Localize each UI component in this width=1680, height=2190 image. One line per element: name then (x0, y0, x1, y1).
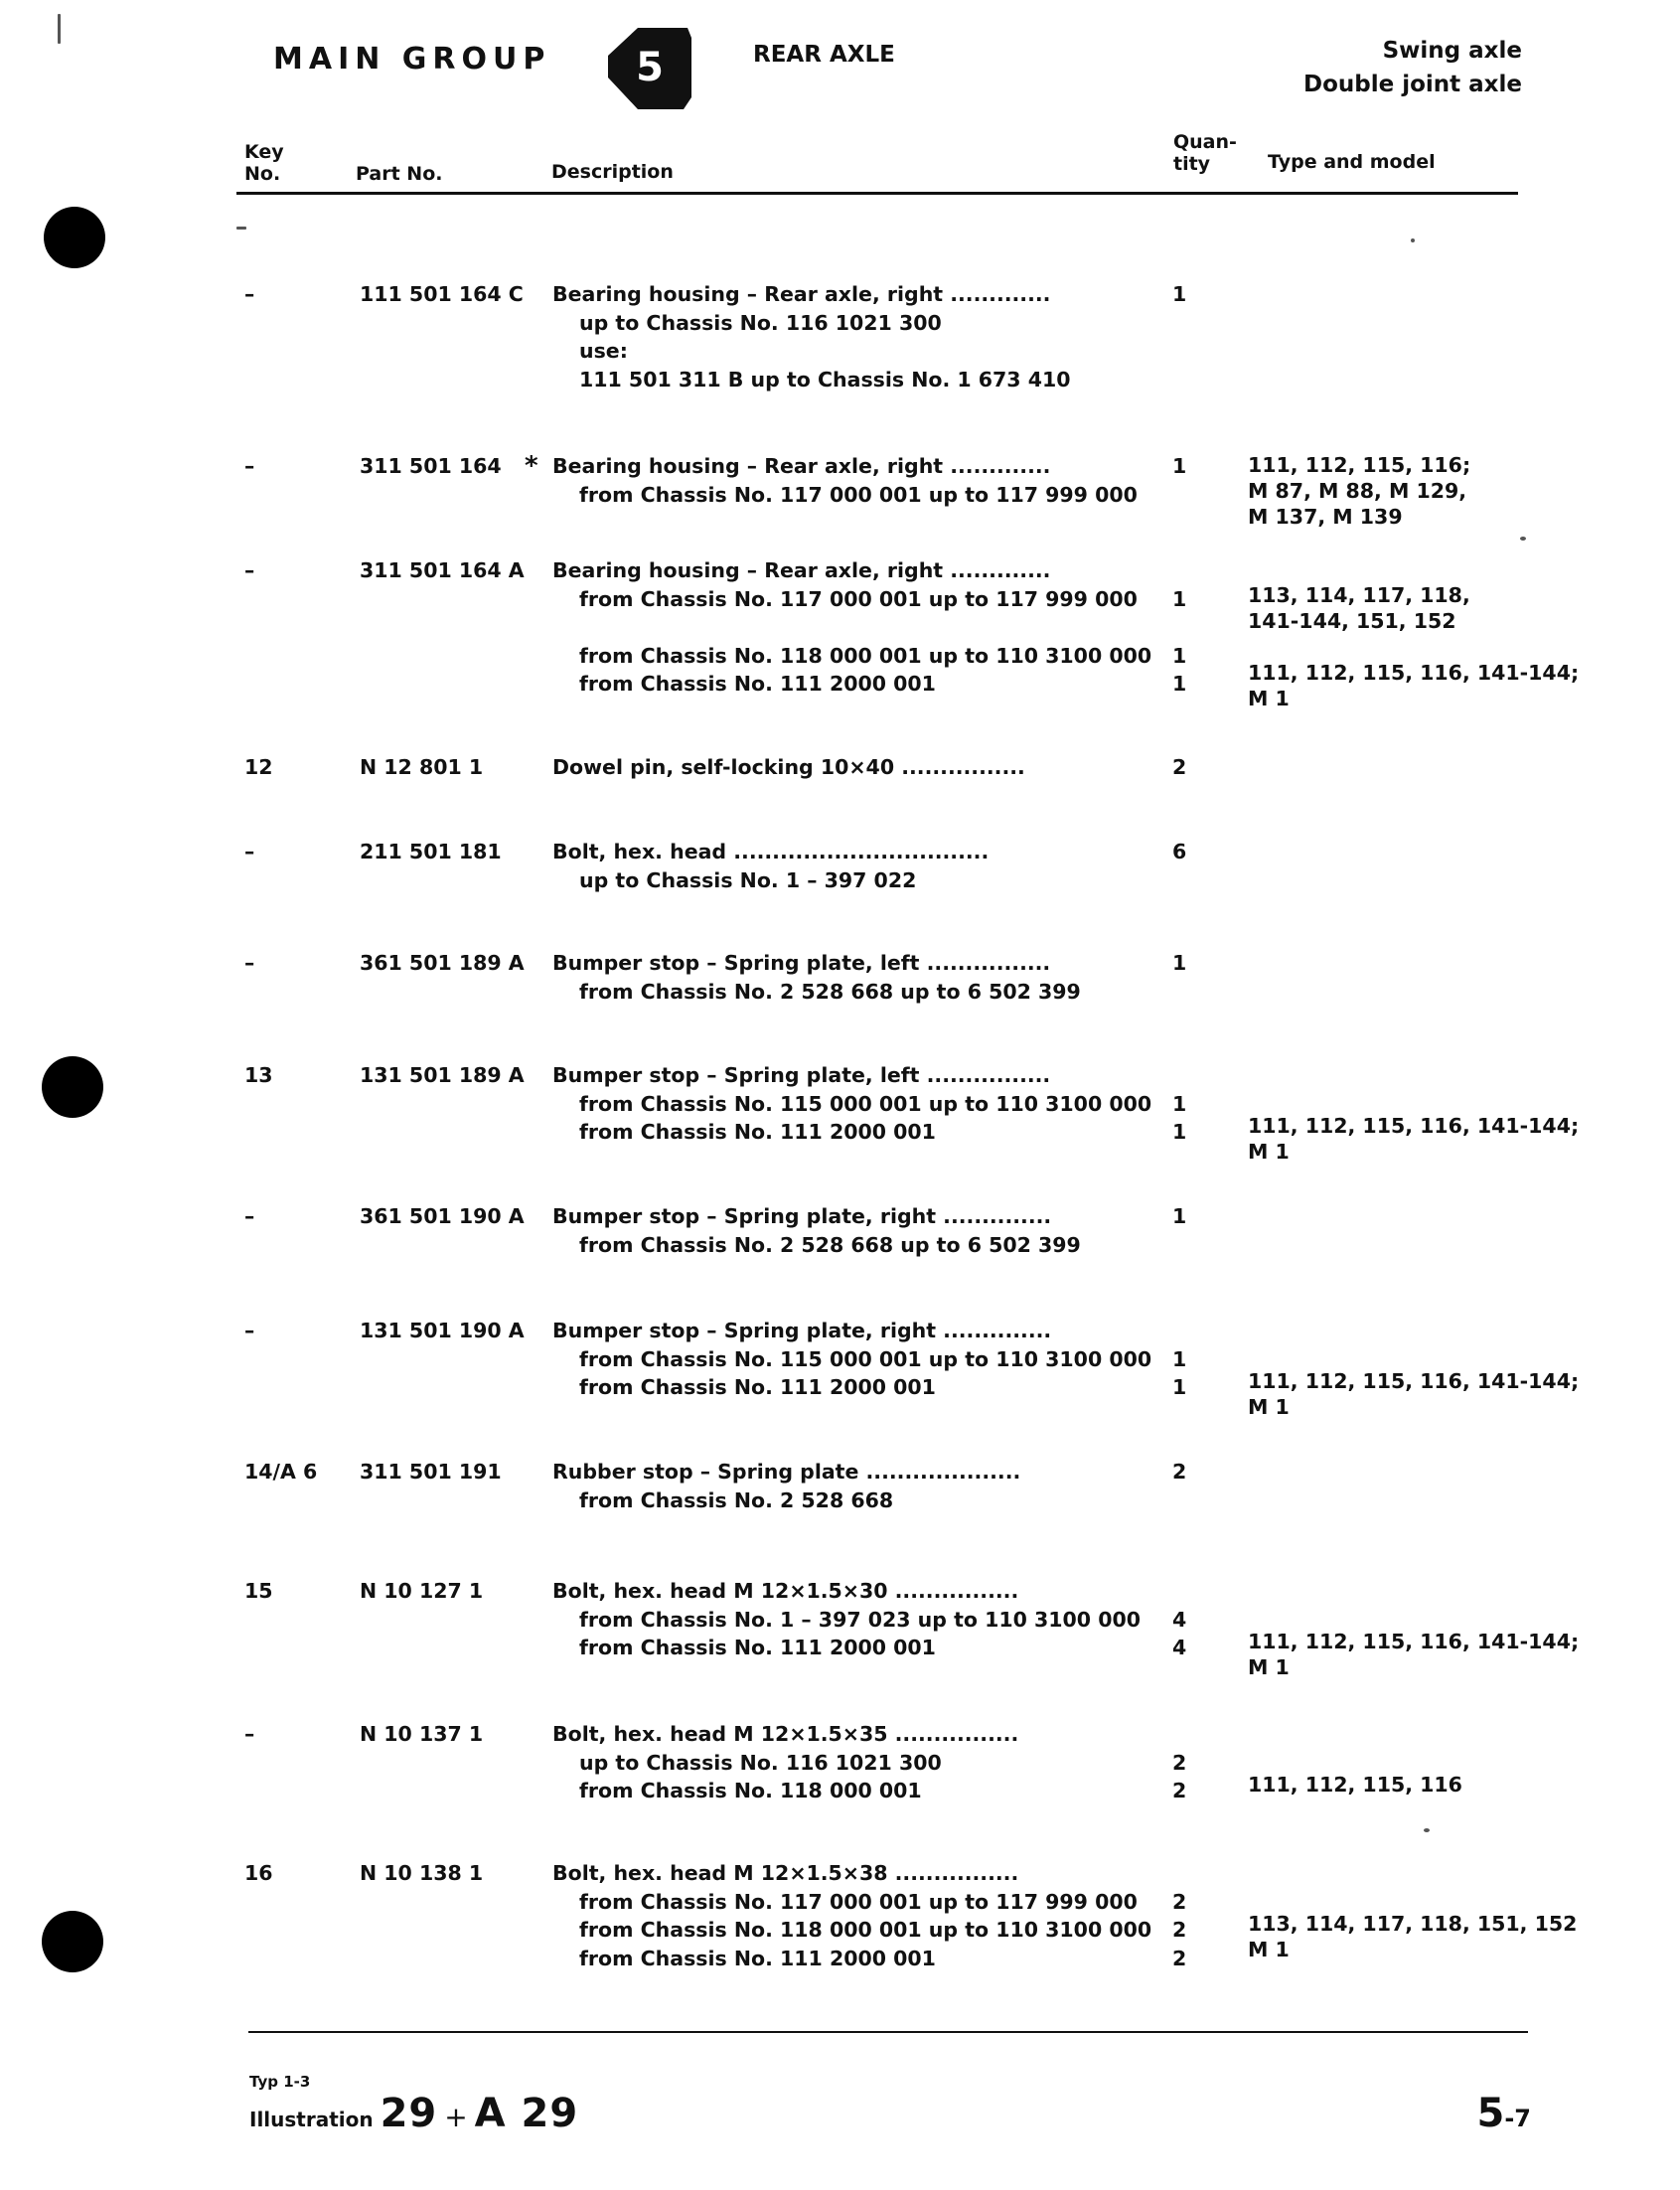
part-no: 361 501 190 A (360, 1204, 525, 1228)
quantity-value: 2 (1172, 1750, 1187, 1775)
type-model-value (1248, 1720, 1462, 1746)
col-part-no: Part No. (356, 163, 443, 185)
description (552, 1720, 1018, 1805)
page-number-sub: -7 (1504, 2105, 1531, 2132)
description (552, 838, 989, 894)
quantity-value: 1 (1172, 282, 1187, 306)
quantity-value: 4 (1172, 1607, 1187, 1632)
quantity-value: 1 (1172, 1120, 1187, 1144)
main-group-title: MAIN GROUP (273, 42, 551, 77)
type-model-value: 111, 112, 115, 116; (1248, 453, 1471, 477)
description-line: Bolt, hex. head M 12×1.5×38 ................ (552, 1861, 1019, 1885)
description-subline: from Chassis No. 118 000 001 (579, 1779, 922, 1802)
type-model-value (1248, 556, 1579, 582)
quantity-value (1172, 1577, 1186, 1606)
quantity (1172, 1720, 1186, 1805)
type-model-value (1248, 634, 1579, 660)
illustration-number: 29 (380, 2091, 438, 2136)
quantity-value: 1 (1172, 1346, 1187, 1371)
scan-speck (236, 227, 246, 230)
quantity-value: 6 (1172, 840, 1187, 863)
scan-speck (1411, 238, 1415, 242)
type-model-value: M 137, M 139 (1248, 505, 1403, 529)
type-model-value: 111, 112, 115, 116, 141-144; (1248, 1630, 1580, 1653)
part-no: 311 501 164 A (360, 558, 525, 582)
description-line: Bolt, hex. head M 12×1.5×30 ................ (552, 1579, 1019, 1603)
description-subline: up to Chassis No. 1 – 397 022 (579, 867, 917, 892)
quantity-value: 1 (1172, 672, 1187, 696)
illustration-alt-number: A 29 (474, 2091, 579, 2136)
part-no: 361 501 189 A (360, 951, 525, 975)
type-model (1248, 1577, 1579, 1680)
type-model-value: M 1 (1248, 1395, 1290, 1419)
type-model-value: 113, 114, 117, 118, (1248, 583, 1470, 607)
quantity-value (1172, 1486, 1186, 1515)
type-model-value (1248, 1859, 1577, 1885)
quantity (1172, 1859, 1186, 1972)
description-subline: from Chassis No. 118 000 001 up to 110 3100 000 (579, 643, 1152, 668)
type-model-value (1248, 1603, 1579, 1629)
description-subline: from Chassis No. 115 000 001 up to 110 3100 000 (579, 1091, 1152, 1116)
footer-typ: Typ 1-3 (249, 2073, 311, 2091)
type-model-value: 111, 112, 115, 116, 141-144; (1248, 1114, 1580, 1138)
description-subline (552, 613, 1151, 642)
scan-speck (1424, 1828, 1430, 1832)
type-model-value: 111, 112, 115, 116, 141-144; (1248, 1369, 1580, 1393)
part-no: N 10 138 1 (360, 1861, 484, 1885)
quantity-value (1172, 309, 1186, 338)
description-subline: from Chassis No. 118 000 001 up to 110 3100 000 (579, 1918, 1152, 1942)
binder-hole-middle (42, 1056, 103, 1118)
new-part-star: * (525, 451, 538, 481)
type-model-value: M 1 (1248, 687, 1290, 710)
description (552, 949, 1081, 1006)
quantity-value (1172, 866, 1186, 895)
quantity-value (1172, 1317, 1186, 1345)
quantity (1172, 949, 1186, 1006)
binder-hole-bottom (42, 1911, 103, 1972)
group-number: 5 (636, 45, 664, 90)
type-model (1248, 452, 1470, 530)
quantity-value: 2 (1172, 1460, 1187, 1484)
description-line: Bumper stop – Spring plate, right .............. (552, 1319, 1052, 1342)
quantity-value (1172, 366, 1186, 394)
quantity (1172, 1202, 1186, 1259)
description-subline: from Chassis No. 111 2000 001 (579, 1636, 936, 1659)
quantity-value: 1 (1172, 1091, 1187, 1116)
quantity-value (1172, 556, 1186, 585)
part-no: N 10 127 1 (360, 1579, 484, 1603)
type-model-value: 113, 114, 117, 118, 151, 152 (1248, 1912, 1578, 1936)
key-no: – (244, 1722, 255, 1746)
group-number-badge (608, 26, 691, 109)
quantity-value (1172, 337, 1186, 366)
description-line: Rubber stop – Spring plate .................... (552, 1460, 1021, 1484)
part-no: 211 501 181 (360, 840, 502, 863)
description (552, 1202, 1081, 1259)
key-no: 13 (244, 1063, 273, 1087)
quantity-value (1172, 978, 1186, 1007)
type-model-value: 141-144, 151, 152 (1248, 609, 1456, 633)
description-subline: from Chassis No. 111 2000 001 (579, 1375, 936, 1399)
key-no: – (244, 951, 255, 975)
scan-speck (1520, 537, 1526, 541)
quantity-value: 2 (1172, 1889, 1187, 1914)
description (552, 1458, 1020, 1514)
quantity-value: 4 (1172, 1636, 1187, 1659)
type-model-value: M 87, M 88, M 129, (1248, 479, 1467, 503)
quantity (1172, 280, 1186, 393)
description-line: Bumper stop – Spring plate, right .............. (552, 1204, 1052, 1228)
quantity-value: 1 (1172, 586, 1187, 611)
description-subline: from Chassis No. 2 528 668 up to 6 502 399 (579, 979, 1081, 1004)
description-subline: from Chassis No. 2 528 668 up to 6 502 399 (579, 1232, 1081, 1257)
key-no: – (244, 558, 255, 582)
key-no: 16 (244, 1861, 273, 1885)
key-no: 15 (244, 1579, 273, 1603)
quantity (1172, 1577, 1186, 1662)
part-no: 111 501 164 C (360, 282, 524, 306)
description (552, 556, 1151, 699)
key-no: 12 (244, 755, 273, 779)
type-model-value: 111, 112, 115, 116 (1248, 1773, 1462, 1797)
quantity-value: 2 (1172, 755, 1187, 779)
quantity (1172, 556, 1186, 699)
type-model (1248, 1061, 1579, 1165)
part-no: 131 501 190 A (360, 1319, 525, 1342)
quantity (1172, 1458, 1186, 1514)
quantity-value: 2 (1172, 1946, 1187, 1970)
part-no: 131 501 189 A (360, 1063, 525, 1087)
footer-illustration (249, 2091, 578, 2136)
quantity-value: 1 (1172, 951, 1187, 975)
description-line: Bearing housing – Rear axle, right ............. (552, 454, 1051, 478)
type-model (1248, 1317, 1579, 1420)
quantity-value: 2 (1172, 1918, 1187, 1942)
quantity-value (1172, 1859, 1186, 1888)
description (552, 452, 1138, 509)
type-model-value (1248, 1577, 1579, 1603)
description (552, 753, 1025, 782)
description-subline: from Chassis No. 111 2000 001 (579, 1946, 936, 1970)
description-subline: from Chassis No. 117 000 001 up to 117 999 000 (579, 1889, 1138, 1914)
illustration-plus: + (444, 2101, 468, 2133)
description (552, 1859, 1151, 1972)
binder-hole-top (44, 207, 105, 268)
quantity (1172, 838, 1186, 894)
illustration-label: Illustration (249, 2108, 374, 2131)
part-no: 311 501 191 (360, 1460, 502, 1484)
description-subline: from Chassis No. 2 528 668 (579, 1487, 894, 1512)
type-model-value (1248, 1746, 1462, 1772)
col-type-model: Type and model (1268, 151, 1436, 173)
type-model (1248, 1859, 1577, 1962)
description-subline: from Chassis No. 117 000 001 up to 117 999 000 (579, 482, 1138, 507)
description-subline: from Chassis No. 111 2000 001 (579, 672, 936, 696)
quantity-value: 2 (1172, 1779, 1187, 1802)
quantity-value: 1 (1172, 643, 1187, 668)
quantity (1172, 1061, 1186, 1147)
quantity (1172, 753, 1186, 782)
part-no: N 12 801 1 (360, 755, 484, 779)
type-model-value: 111, 112, 115, 116, 141-144; (1248, 661, 1580, 685)
quantity-value: 1 (1172, 454, 1187, 478)
quantity (1172, 1317, 1186, 1402)
col-description: Description (551, 161, 674, 183)
type-model-value (1248, 1061, 1579, 1087)
quantity-value: 1 (1172, 1375, 1187, 1399)
type-model-value: M 1 (1248, 1140, 1290, 1164)
description (552, 1317, 1151, 1402)
key-no: – (244, 1319, 255, 1342)
description-line: Bearing housing – Rear axle, right ............. (552, 282, 1051, 306)
axle-variants (1303, 34, 1522, 101)
key-no: – (244, 1204, 255, 1228)
description (552, 1577, 1141, 1662)
description-line: Bumper stop – Spring plate, left ................ (552, 1063, 1051, 1087)
section-title: REAR AXLE (753, 42, 895, 68)
page-number (1476, 2091, 1531, 2136)
description-line: Bearing housing – Rear axle, right ............. (552, 558, 1051, 582)
description-line: Dowel pin, self-locking 10×40 ................ (552, 755, 1025, 779)
type-model-value (1248, 1317, 1579, 1342)
type-model-value: M 1 (1248, 1938, 1290, 1961)
key-no: 14/A 6 (244, 1460, 318, 1484)
description (552, 280, 1071, 393)
quantity-value (1172, 1061, 1186, 1090)
description-subline: from Chassis No. 1 – 397 023 up to 110 3100 000 (579, 1607, 1142, 1632)
description-subline: from Chassis No. 117 000 001 up to 117 999 000 (579, 586, 1138, 611)
part-no: 311 501 164 (360, 454, 502, 478)
col-quantity: Quan- tity (1173, 131, 1237, 175)
type-model-value (1248, 1087, 1579, 1113)
scan-speck (58, 14, 61, 44)
description-subline: from Chassis No. 111 2000 001 (579, 1120, 936, 1144)
subtitle-double-joint-axle: Double joint axle (1302, 72, 1522, 97)
key-no: – (244, 454, 255, 478)
description-line: Bolt, hex. head ................................. (552, 840, 990, 863)
footer-rule (248, 2031, 1528, 2033)
type-model (1248, 556, 1579, 711)
quantity-value: 1 (1172, 1204, 1187, 1228)
quantity-value (1172, 613, 1186, 642)
key-no: – (244, 282, 255, 306)
type-model-value (1248, 1342, 1579, 1368)
description-subline: use: (579, 339, 628, 363)
quantity-value (1172, 1720, 1186, 1749)
description (552, 1061, 1151, 1147)
type-model-value (1248, 1885, 1577, 1911)
key-no: – (244, 840, 255, 863)
quantity (1172, 452, 1186, 509)
description-subline: up to Chassis No. 116 1021 300 (579, 1750, 942, 1775)
quantity-value (1172, 481, 1186, 510)
description-line: Bumper stop – Spring plate, left ................ (552, 951, 1051, 975)
description-subline: 111 501 311 B up to Chassis No. 1 673 410 (579, 367, 1071, 391)
description-line: Bolt, hex. head M 12×1.5×35 ................ (552, 1722, 1019, 1746)
description-subline: from Chassis No. 115 000 001 up to 110 3100 000 (579, 1346, 1152, 1371)
subtitle-swing-axle: Swing axle (1382, 38, 1522, 64)
description-subline: up to Chassis No. 116 1021 300 (579, 310, 942, 335)
quantity-value (1172, 1231, 1186, 1260)
type-model (1248, 1720, 1462, 1798)
page-number-main: 5 (1476, 2091, 1505, 2136)
header-rule (236, 192, 1518, 195)
col-key-no: Key No. (244, 141, 284, 185)
part-no: N 10 137 1 (360, 1722, 484, 1746)
type-model-value: M 1 (1248, 1655, 1290, 1679)
